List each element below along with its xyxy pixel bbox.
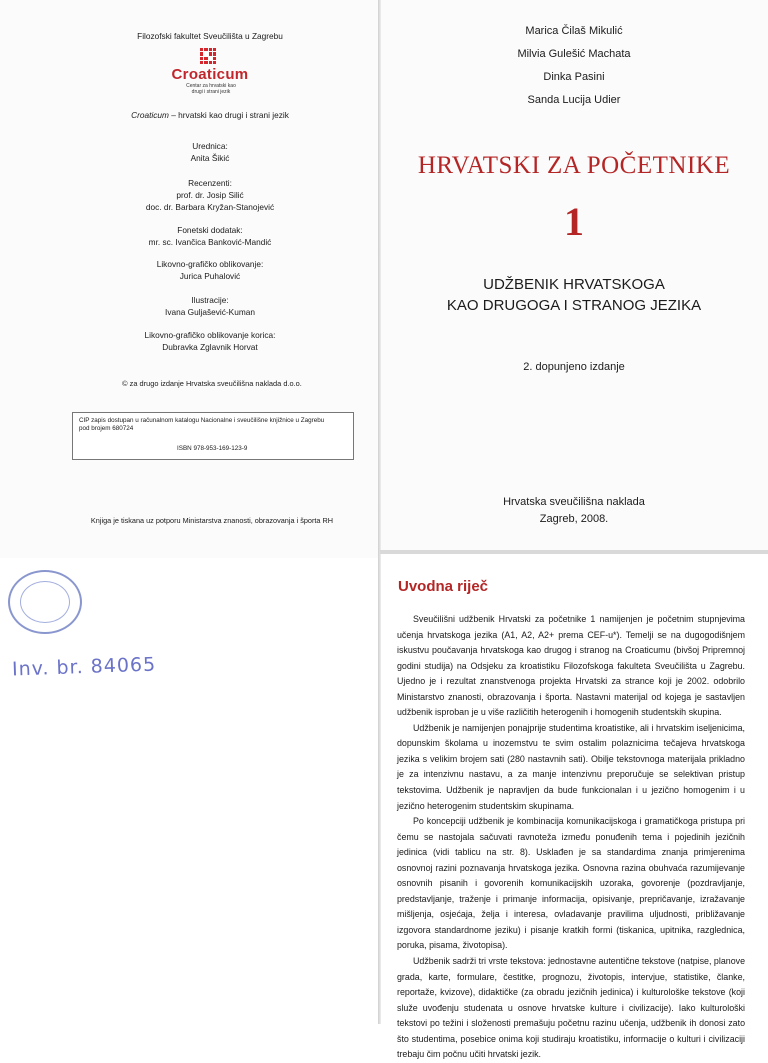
author-name: Sanda Lucija Udier — [527, 94, 621, 106]
credit-name: Dubravka Zglavnik Horvat — [162, 342, 258, 352]
volume-number: 1 — [564, 199, 584, 244]
place-and-year: Zagreb, 2008. — [539, 513, 609, 525]
book-title: HRVATSKI ZA POČETNIKE — [417, 152, 731, 179]
intro-paragraph: Udžbenik sadrži tri vrste tekstova: jednostavne autentične tekstove (natpise, planove grada, karte, formulare, čestitke, prognozu, životopis, intervjue, statistike, članke, reportaže, kvizove), didaktičke (za obradu jezičnih jedinica) i kulturološke tekstove (koji služe uvođenju studenata u osnove hrvatske kulture i civilizacije). Iako kulturološki tekstovi po težini i složenosti premašuju početnu razinu učenja, udžbenik ih donosi zato što studentima, posebice onima koji studiraju kroatistiku, informacije o kulturi i civilizaciji trebaju čim počnu učiti hrvatski jezik. — [397, 956, 746, 1060]
intro-body — [397, 612, 745, 1063]
intro-paragraph: Po koncepciji udžbenik je kombinacija komunikacijskoga i gramatičkoga pristupa pri čemu se nastojala sačuvati ravnoteža između ponuđenih tema i pojedinih jezičnih jedinica (vidi tablicu na str. 8). Usklađen je sa standardima znanja primjerenima osnovnoj razini poznavanja hrvatskoga jezika. Osnovna razina obuhvaća razumijevanje osnovnih pisanih i govorenih komunikacijskih uzoraka, govorenje (pozdravljanje, predstavljanje, traženje i primanje informacija, opisivanje, prepričavanje, izražavanje mišljenja, osjećaja, želja i interesa, ovladavanje pravilima uljudnosti, približavanje izgovora standardnome jeziku) i pisanje kratkih formi (tiskanica, upitnika, razglednica, poruka, pisama, životopisa). — [397, 816, 745, 951]
isbn: ISBN 978-953-169-123-9 — [177, 445, 248, 452]
intro-paragraph: Udžbenik je namijenjen ponajprije studentima kroatistike, ali i hrvatskim iseljenicima, dopunskim školama u inozemstvu te svim ostalim polaznicima tečajeva hrvatskoga jezika s velikim brojem sati (280 nastavnih sati). Obilje tekstovnoga materijala prikladno je za intenzivnu nastavu, a za manje intenzivnu preporučuje se selektivan pristup tekstovima. Udžbenik je napravljen da bude funkcionalan i u jezično homogenim i u jezično heterogenim studentskim skupinama. — [397, 722, 745, 811]
croaticum-name: Croaticum — [171, 66, 249, 83]
credit-name: prof. dr. Josip Silić — [176, 190, 244, 200]
credit-role: Likovno-grafičko oblikovanje korica: — [144, 330, 276, 340]
credit-name: Jurica Puhalović — [179, 271, 241, 281]
author-name: Marica Čilaš Mikulić — [525, 25, 623, 37]
subtitle-line-2: KAO DRUGOGA I STRANOG JEZIKA — [446, 297, 702, 314]
series-line: Croaticum – hrvatski kao drugi i strani jezik — [131, 110, 289, 120]
credit-role: Likovno-grafičko oblikovanje: — [156, 259, 264, 269]
credit-name: Ivana Guljašević-Kuman — [165, 307, 255, 317]
publisher-name: Hrvatska sveučilišna naklada — [503, 496, 645, 508]
credit-role: Ilustracije: — [191, 295, 229, 305]
intro-heading: Uvodna riječ — [398, 578, 489, 595]
credit-name: doc. dr. Barbara Kryžan-Stanojević — [145, 202, 275, 212]
credit-name: mr. sc. Ivančica Banković-Mandić — [148, 237, 272, 247]
croaticum-logo-icon — [200, 48, 216, 64]
copyright-line: © za drugo izdanje Hrvatska sveučilišna naklada d.o.o. — [122, 379, 302, 388]
library-stamp — [8, 570, 82, 634]
inventory-number-handwritten: Inv. br. 84065 — [11, 653, 157, 681]
subtitle-line-1: UDŽBENIK HRVATSKOGA — [483, 276, 665, 293]
croaticum-subtitle: Centar za hrvatski kao drugi i strani jezik — [186, 83, 236, 95]
credit-name: Anita Šikić — [190, 153, 230, 163]
faculty-name: Filozofski fakultet Sveučilišta u Zagrebu — [137, 31, 283, 41]
author-name: Dinka Pasini — [543, 71, 605, 83]
author-name: Milvia Gulešić Machata — [517, 48, 631, 60]
intro-paragraph: Sveučilišni udžbenik Hrvatski za početnike 1 namijenjen je početnim stupnjevima učenja hrvatskoga jezika (A1, A2, A2+ prema CEF-u*). Temelji se na dugogodišnjem iskustvu poučavanja hrvatskoga kao drugog i stranog na Croaticumu (bivšoj Pripremnoj godini studija) na Odsjeku za kroatistiku Filozofskoga fakulteta Sveučilišta u Zagrebu. Ujedno je i rezultat znanstvenoga projekta Hrvatski za strance koji je 2002. odobrilo Ministarstvo znanosti, obrazovanja i športa. Nastavni materijal od kojega je sastavljen udžbenik isproban je u više različitih heterogenih i homogenih studentskih skupina. — [397, 614, 745, 718]
edition-label: 2. dopunjeno izdanje — [523, 361, 625, 373]
credit-role: Fonetski dodatak: — [177, 225, 243, 235]
cip-record-box: CIP zapis dostupan u računalnom katalogu Nacionalne i sveučilišne knjižnice u Zagrebu pod brojem 680724 ISBN 978-953-169-123-9 — [72, 412, 354, 460]
credit-role: Recenzenti: — [188, 178, 232, 188]
credit-role: Urednica: — [192, 141, 228, 151]
ministry-support-line: Knjiga je tiskana uz potporu Ministarstva znanosti, obrazovanja i športa RH — [90, 516, 334, 525]
page-gap — [380, 550, 768, 554]
